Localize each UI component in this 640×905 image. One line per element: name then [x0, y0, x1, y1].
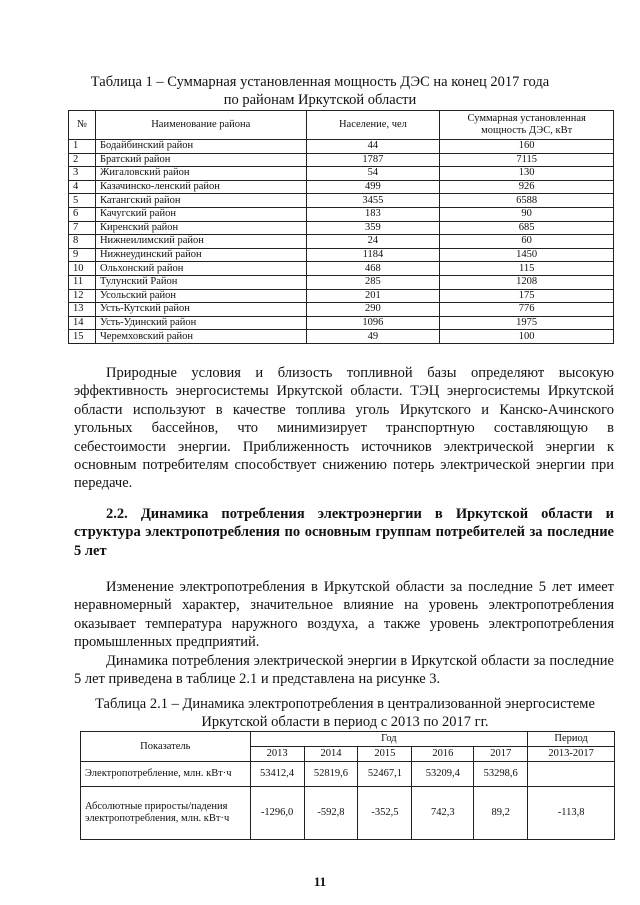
table2-cell-value: 52819,6	[304, 762, 358, 787]
table1-header-district: Наименование района	[95, 111, 306, 140]
table1-cell-district: Киренский район	[95, 221, 306, 235]
table2-cell-value: 742,3	[412, 787, 474, 840]
table2-cell-value: -1296,0	[250, 787, 304, 840]
table1-cell-num: 5	[69, 194, 96, 208]
table2	[80, 731, 615, 840]
table1-cell-power: 6588	[440, 194, 614, 208]
table1-cell-num: 6	[69, 207, 96, 221]
table1-cell-num: 2	[69, 153, 96, 167]
table2-caption	[0, 695, 640, 731]
table2-period-range: 2013-2017	[528, 747, 615, 762]
table1-cell-num: 11	[69, 275, 96, 289]
table-row	[69, 194, 614, 208]
section-heading: 2.2. Динамика потребления электроэнергии в Иркутской области и структура электропотребления по основным группам потребителей за последние 5 лет	[74, 506, 614, 559]
table1-cell-district: Качугский район	[95, 207, 306, 221]
table-row	[69, 262, 614, 276]
table1-cell-population: 290	[306, 303, 440, 317]
table-row	[69, 275, 614, 289]
table1-cell-district: Черемховский район	[95, 330, 306, 344]
table1-cell-population: 1787	[306, 153, 440, 167]
table1-cell-population: 1184	[306, 248, 440, 262]
table1-cell-population: 24	[306, 235, 440, 249]
table-row	[69, 167, 614, 181]
table1-cell-population: 285	[306, 275, 440, 289]
table1-cell-power: 100	[440, 330, 614, 344]
table2-caption-line1: Таблица 2.1 – Динамика электропотребления в централизованной энергосистеме	[95, 696, 595, 712]
table1-cell-num: 3	[69, 167, 96, 181]
paragraph-2-text: Изменение электропотребления в Иркутской области за последние 5 лет имеет неравномерный характер, значительное влияние на уровень электропотребления оказывает температура наружного воздуха, а также уровень электропотребления промышленных предприятий.	[74, 579, 614, 651]
table2-header-indicator: Показатель	[81, 732, 251, 762]
table1-header-population: Население, чел	[306, 111, 440, 140]
table1-cell-num: 9	[69, 248, 96, 262]
table-row	[69, 235, 614, 249]
table-row	[69, 221, 614, 235]
table1-body	[69, 140, 614, 344]
table-row	[69, 140, 614, 154]
table1-cell-num: 12	[69, 289, 96, 303]
table1-cell-population: 183	[306, 207, 440, 221]
table-row	[69, 207, 614, 221]
table2-year-2014: 2014	[304, 747, 358, 762]
table1-cell-district: Нижнеилимский район	[95, 235, 306, 249]
table1-cell-num: 7	[69, 221, 96, 235]
paragraph-consumption	[74, 578, 614, 688]
table1-cell-power: 130	[440, 167, 614, 181]
table1	[68, 110, 614, 344]
table1-cell-district: Казачинско-ленский район	[95, 180, 306, 194]
table2-cell-indicator: Абсолютные приросты/падения электропотребления, млн. кВт·ч	[81, 787, 251, 840]
page-number: 11	[313, 874, 327, 889]
table1-cell-district: Бодайбинский район	[95, 140, 306, 154]
table1-cell-district: Катангский район	[95, 194, 306, 208]
paragraph-1-text: Природные условия и близость топливной базы определяют высокую эффективность энергосистемы Иркутской области. ТЭЦ энергосистемы Иркутской области используют в качестве топлива уголь Иркутского и Канско-Ачинского угольных бассейнов, что минимизирует транспортную составляющую в себестоимости энергии. Приближенность источников электрической энергии к основным потребителям способствует снижению потерь электрической энергии при передаче.	[74, 365, 614, 492]
table-row	[69, 316, 614, 330]
table1-cell-population: 359	[306, 221, 440, 235]
table-row	[69, 289, 614, 303]
table1-cell-district: Усольский район	[95, 289, 306, 303]
table2-header-row-1	[81, 732, 615, 747]
table1-header-num: №	[69, 111, 96, 140]
table1-cell-power: 1975	[440, 316, 614, 330]
table-row	[69, 180, 614, 194]
table2-caption-line2: Иркутской области в период с 2013 по 2017 гг.	[201, 714, 489, 730]
table2-year-2015: 2015	[358, 747, 412, 762]
table1-cell-power: 1208	[440, 275, 614, 289]
table1-caption-line1: Таблица 1 – Суммарная установленная мощность ДЭС на конец 2017 года	[90, 74, 550, 90]
table1-cell-power: 926	[440, 180, 614, 194]
table-row	[69, 153, 614, 167]
table-row	[81, 762, 615, 787]
table1-cell-num: 14	[69, 316, 96, 330]
table2-header-year: Год	[250, 732, 528, 747]
table2-year-2017: 2017	[474, 747, 528, 762]
table2-year-2013: 2013	[250, 747, 304, 762]
table1-cell-population: 468	[306, 262, 440, 276]
table-row	[69, 303, 614, 317]
table2-cell-value: 53209,4	[412, 762, 474, 787]
table1-cell-num: 4	[69, 180, 96, 194]
table1-cell-num: 13	[69, 303, 96, 317]
table1-cell-population: 49	[306, 330, 440, 344]
table1-caption-line2: по районам Иркутской области	[223, 92, 417, 108]
table1-cell-power: 175	[440, 289, 614, 303]
table1-cell-district: Тулунский Район	[95, 275, 306, 289]
table1-cell-district: Ольхонский район	[95, 262, 306, 276]
table2-body	[81, 762, 615, 840]
table1-cell-power: 115	[440, 262, 614, 276]
table1-caption	[0, 73, 640, 109]
table1-cell-district: Усть-Кутский район	[95, 303, 306, 317]
paragraph-fuel-base	[74, 364, 614, 493]
table2-cell-value: -352,5	[358, 787, 412, 840]
table1-cell-num: 1	[69, 140, 96, 154]
table-row	[69, 330, 614, 344]
table2-cell-period: -113,8	[528, 787, 615, 840]
table1-cell-num: 8	[69, 235, 96, 249]
table2-header-period: Период	[528, 732, 615, 747]
table1-cell-population: 1096	[306, 316, 440, 330]
table2-cell-value: 89,2	[474, 787, 528, 840]
table1-cell-power: 160	[440, 140, 614, 154]
table2-cell-value: 52467,1	[358, 762, 412, 787]
table1-cell-num: 10	[69, 262, 96, 276]
table1-cell-population: 54	[306, 167, 440, 181]
table1-cell-population: 3455	[306, 194, 440, 208]
table2-year-2016: 2016	[412, 747, 474, 762]
table1-cell-population: 44	[306, 140, 440, 154]
table2-cell-value: 53412,4	[250, 762, 304, 787]
table1-cell-power: 776	[440, 303, 614, 317]
table1-cell-power: 685	[440, 221, 614, 235]
table1-cell-district: Нижнеудинский район	[95, 248, 306, 262]
table1-cell-district: Братский район	[95, 153, 306, 167]
table2-cell-value: 53298,6	[474, 762, 528, 787]
table1-cell-num: 15	[69, 330, 96, 344]
table1-cell-district: Усть-Удинский район	[95, 316, 306, 330]
table-row	[81, 787, 615, 840]
paragraph-3-text: Динамика потребления электрической энергии в Иркутской области за последние 5 лет приведена в таблице 2.1 и представлена на рисунке 3.	[74, 652, 614, 688]
table1-cell-district: Жигаловский район	[95, 167, 306, 181]
table2-cell-period	[528, 762, 615, 787]
table1-cell-population: 201	[306, 289, 440, 303]
table1-cell-power: 90	[440, 207, 614, 221]
table2-cell-value: -592,8	[304, 787, 358, 840]
table1-header-row	[69, 111, 614, 140]
table2-cell-indicator: Электропотребление, млн. кВт·ч	[81, 762, 251, 787]
table-row	[69, 248, 614, 262]
table1-cell-power: 60	[440, 235, 614, 249]
table1-cell-power: 1450	[440, 248, 614, 262]
table1-header-power: Суммарная установленная мощность ДЭС, кВт	[440, 111, 614, 140]
table1-cell-power: 7115	[440, 153, 614, 167]
table1-cell-population: 499	[306, 180, 440, 194]
